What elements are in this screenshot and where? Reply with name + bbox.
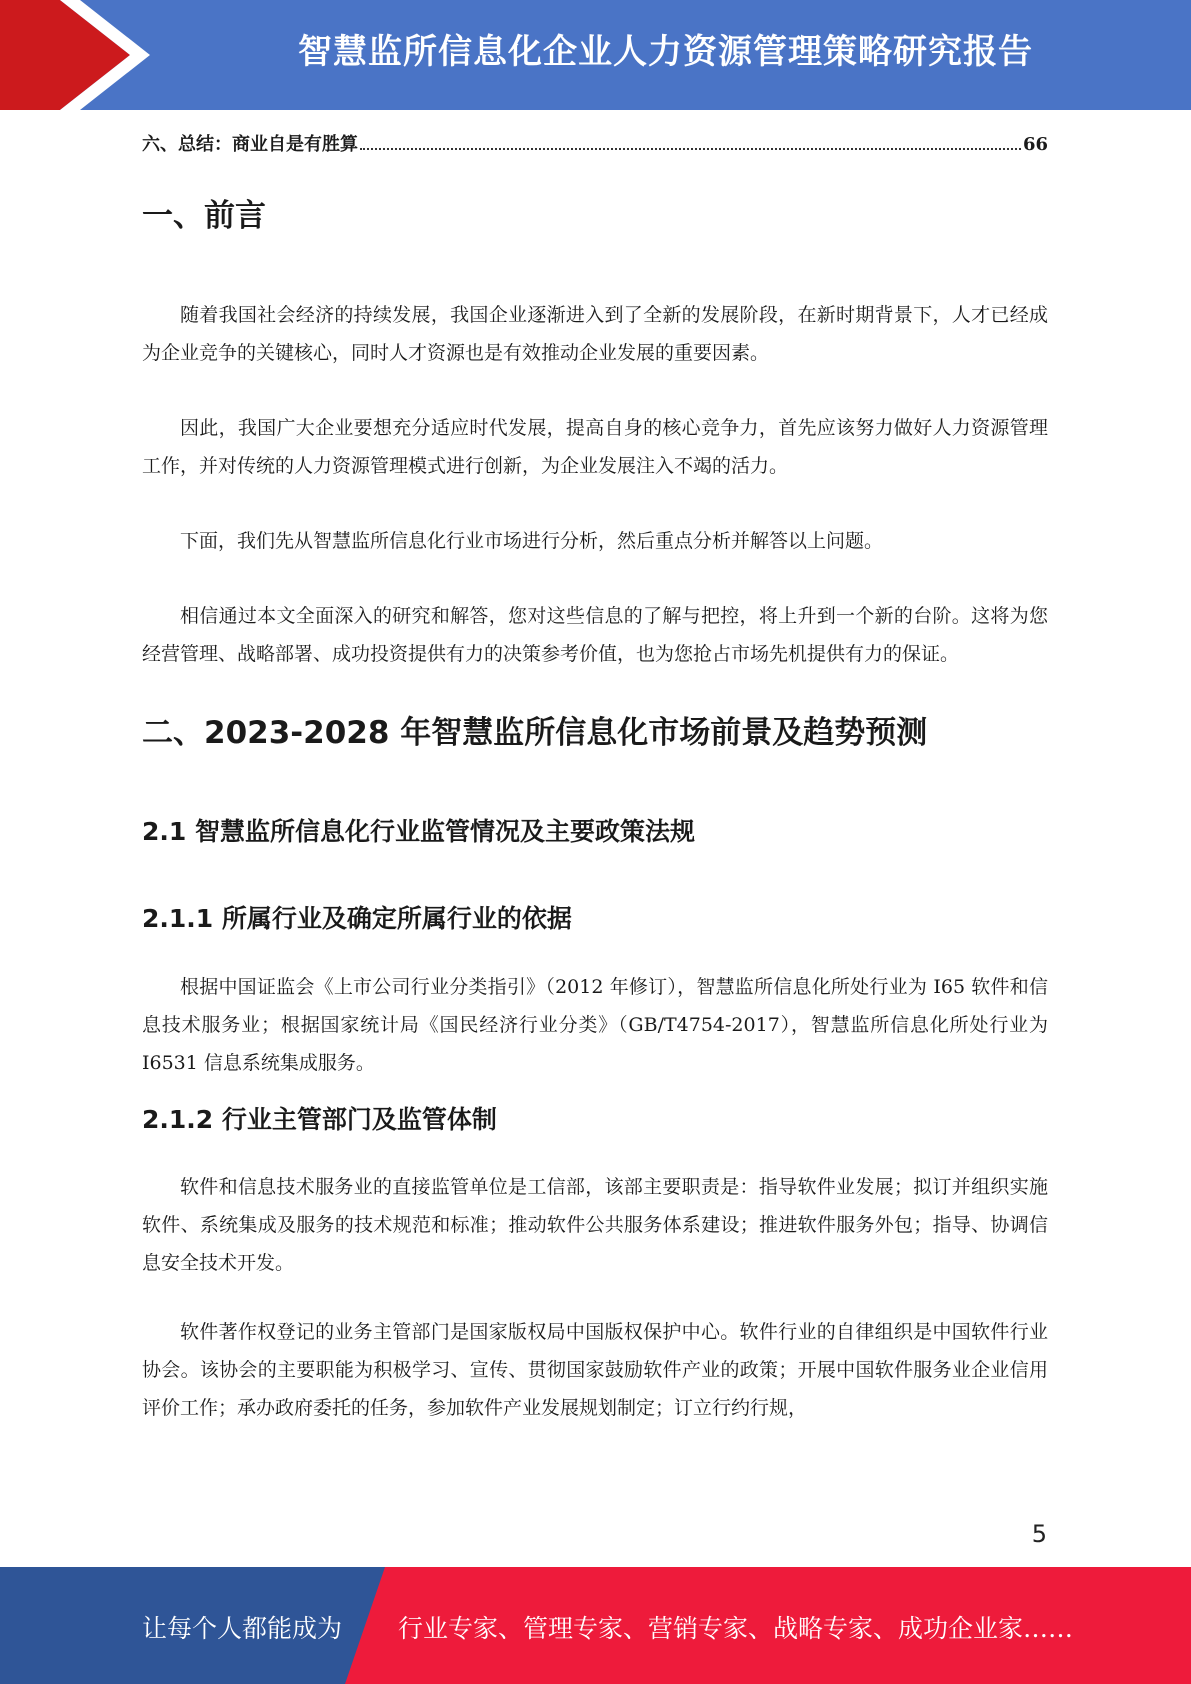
header-chevron-decoration xyxy=(0,0,170,110)
page-content xyxy=(142,196,1048,1427)
preface-paragraph-2: 因此，我国广大企业要想充分适应时代发展，提高自身的核心竞争力，首先应该努力做好人力资源管理工作，并对传统的人力资源管理模式进行创新，为企业发展注入不竭的活力。 xyxy=(142,417,1048,478)
paragraph-2-1-2-b: 软件著作权登记的业务主管部门是国家版权局中国版权保护中心。软件行业的自律组织是中国软件行业协会。该协会的主要职能为积极学习、宣传、贯彻国家鼓励软件产业的政策；开展中国软件服务业企业信用评价工作；承办政府委托的任务，参加软件产业发展规划制定；订立行约行规， xyxy=(142,1321,1048,1420)
toc-entry-label: 六、总结：商业自是有胜算 xyxy=(142,134,358,155)
subsection-title-2-1-2: 2.1.2 行业主管部门及监管体制 xyxy=(142,1104,497,1134)
report-header xyxy=(0,0,1191,110)
report-title: 智慧监所信息化企业人力资源管理策略研究报告 xyxy=(298,32,1033,72)
preface-paragraph-1: 随着我国社会经济的持续发展，我国企业逐渐进入到了全新的发展阶段，在新时期背景下，人才已经成为企业竞争的关键核心，同时人才资源也是有效推动企业发展的重要因素。 xyxy=(142,304,1048,365)
toc-dot-leader xyxy=(360,148,1021,150)
preface-paragraph-3: 下面，我们先从智慧监所信息化行业市场进行分析，然后重点分析并解答以上问题。 xyxy=(180,530,884,553)
section-title-outlook: 二、2023-2028 年智慧监所信息化市场前景及趋势预测 xyxy=(142,715,928,752)
paragraph-2-1-2-a: 软件和信息技术服务业的直接监管单位是工信部，该部主要职责是：指导软件业发展；拟订并组织实施软件、系统集成及服务的技术规范和标准；推动软件公共服务体系建设；推进软件服务外包；指导、协调信息安全技术开发。 xyxy=(142,1176,1048,1275)
footer-slogan-left: 让每个人都能成为 xyxy=(142,1614,343,1643)
footer-slogan-right: 行业专家、管理专家、营销专家、战略专家、成功企业家…… xyxy=(398,1614,1074,1643)
subsection-title-2-1: 2.1 智慧监所信息化行业监管情况及主要政策法规 xyxy=(142,816,695,846)
toc-entry[interactable] xyxy=(142,130,1048,156)
paragraph-2-1-1: 根据中国证监会《上市公司行业分类指引》（2012 年修订），智慧监所信息化所处行业为 I65 软件和信息技术服务业；根据国家统计局《国民经济行业分类》（GB/T4754-2017），智慧监所信息化所处行业为 I6531 信息系统集成服务。 xyxy=(142,975,1048,1074)
preface-paragraph-4: 相信通过本文全面深入的研究和解答，您对这些信息的了解与把控，将上升到一个新的台阶。这将为您经营管理、战略部署、成功投资提供有力的决策参考价值，也为您抢占市场先机提供有力的保证。 xyxy=(142,605,1048,666)
toc-entry-page: 66 xyxy=(1022,134,1048,155)
page-number: 5 xyxy=(1031,1520,1047,1548)
section-title-preface: 一、前言 xyxy=(142,198,266,234)
report-footer xyxy=(0,1567,1191,1684)
subsection-title-2-1-1: 2.1.1 所属行业及确定所属行业的依据 xyxy=(142,904,572,934)
